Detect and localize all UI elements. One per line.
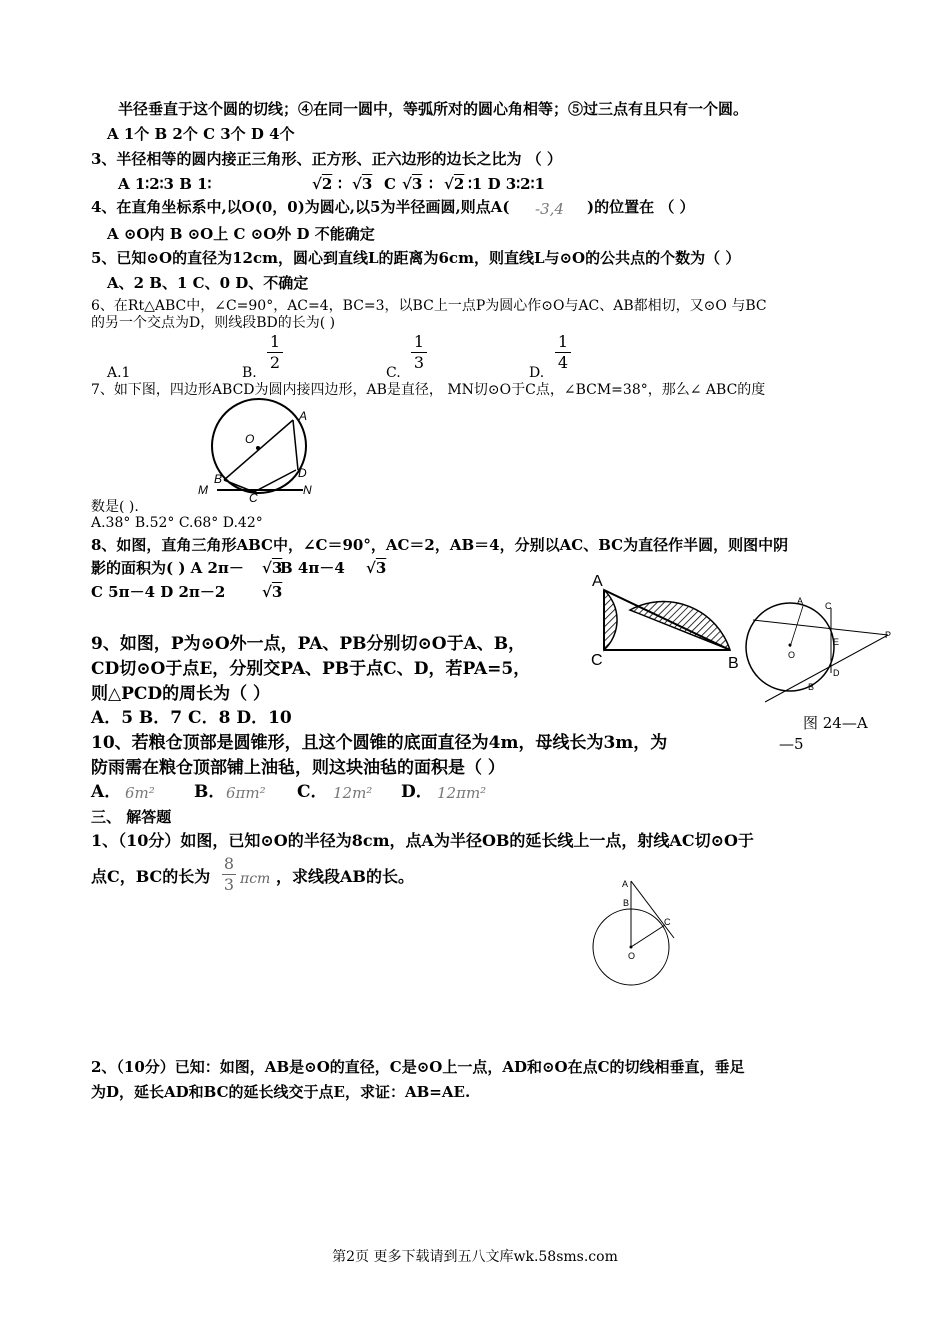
- q10-option-d-label: D．: [401, 782, 433, 802]
- line-1: 半径垂直于这个圆的切线；④在同一圆中，等弧所对的圆心角相等；⑤过三点有且只有一个圆。: [118, 100, 749, 118]
- fp1-center: [630, 946, 633, 949]
- q6-option-c: C.: [386, 365, 401, 381]
- q10-option-b-value: 6πm²: [226, 784, 266, 802]
- fig7-label-A: A: [299, 409, 308, 423]
- q6-fraction-quarter: 1 4: [555, 333, 571, 372]
- fig7-label-N: N: [303, 483, 312, 497]
- q8-sqrt3-b: √3: [366, 559, 387, 577]
- fig9-tangent-PA-ext: [753, 620, 888, 635]
- question-8-line2b: B 4π－4: [280, 559, 345, 577]
- fig9-label-O: O: [788, 650, 796, 660]
- fig9-tangent-PB-ext: [765, 635, 888, 702]
- q10-option-c-value: 12m²: [333, 784, 373, 802]
- q6-option-a: A.1: [107, 365, 131, 381]
- fig9-label-C: C: [825, 601, 832, 611]
- figure-problem-1: [590, 875, 685, 975]
- fp1-label-C: C: [664, 917, 671, 927]
- question-10-line1: 10、若粮仓顶部是圆锥形，且这个圆锥的底面直径为4m，母线长为3m，为: [91, 733, 668, 753]
- fig8-semicircle-AC: [604, 590, 617, 650]
- q10-option-b-label: B．: [194, 782, 226, 802]
- q6-option-b: B.: [242, 365, 257, 381]
- q6-option-d: D.: [529, 365, 545, 381]
- q8-sqrt3-a: √3: [262, 559, 283, 577]
- line-2-options: A 1个 B 2个 C 3个 D 4个: [107, 125, 295, 143]
- problem-1-line2b: ，求线段AB的长。: [276, 867, 414, 886]
- q10-option-a-value: 6m²: [125, 784, 155, 802]
- problem-2-line1: 2、（10分）已知：如图，AB是⊙O的直径，C是⊙O上一点，AD和⊙O在点C的切线相垂直，垂足: [91, 1058, 745, 1076]
- question-6-line1: 6、在Rt△ABC中，∠C=90°，AC=4，BC=3，以BC上一点P为圆心作⊙O与AC、AB都相切，又⊙O 与BC: [91, 298, 767, 314]
- q10-option-c-label: C．: [297, 782, 328, 802]
- p1-fraction-8-3: 8 3: [223, 854, 235, 894]
- fig7-segment-AD: [293, 420, 298, 470]
- q4-options: A ⊙O内 B ⊙O上 C ⊙O外 D 不能确定: [107, 225, 375, 243]
- fig7-label-D: D: [298, 466, 307, 480]
- fp1-label-B: B: [623, 898, 630, 908]
- q3-sqrt3-b: √3: [402, 175, 423, 193]
- q7-options: A.38° B.52° C.68° D.42°: [91, 515, 263, 531]
- q9-options: A．5 B．7 C．8 D．10: [91, 708, 292, 728]
- q6-fraction-third: 1 3: [411, 333, 427, 372]
- figure-24-caption-2: —5: [779, 735, 804, 753]
- fig9-label-A: A: [797, 596, 804, 606]
- fp1-label-O: O: [628, 951, 636, 961]
- q3-sep-1: ∶: [338, 175, 342, 193]
- q3-sqrt2-a: √2: [312, 175, 333, 193]
- question-9-line1: 9、如图，P为⊙O外一点，PA、PB分别切⊙O于A、B，: [91, 634, 526, 654]
- fig8-label-A: A: [592, 573, 603, 590]
- question-8-line1: 8、如图，直角三角形ABC中，∠C＝90°，AC＝2，AB＝4，分别以AC、BC为直径作半圆，则图中阴: [91, 536, 789, 554]
- question-4-part2: )的位置在 （ ）: [587, 198, 695, 216]
- fig7-diameter-AB: [224, 420, 293, 480]
- fig9-label-D: D: [833, 668, 840, 678]
- q3-sqrt3-a: √3: [352, 175, 373, 193]
- page-footer: 第2页 更多下载请到五八文库wk.58sms.com: [332, 1249, 618, 1265]
- question-4-part1: 4、在直角坐标系中,以O(0，0)为圆心,以5为半径画圆,则点A(: [91, 198, 510, 216]
- fig8-label-C: C: [591, 652, 603, 669]
- q3-options-part1: A 1∶2∶3 B 1∶: [118, 175, 212, 193]
- fig8-label-B: B: [728, 655, 739, 672]
- q3-sqrt2-b: √2: [444, 175, 465, 193]
- q3-option-c-label: C: [384, 175, 396, 193]
- question-9-line3: 则△PCD的周长为（ ）: [91, 684, 271, 704]
- question-8-line2a: 影的面积为( ) A 2π－: [91, 559, 244, 577]
- figure-9-tangents: [745, 590, 895, 710]
- q8-sqrt3-c: √3: [262, 583, 283, 601]
- fig7-label-O: O: [245, 432, 255, 446]
- question-8-line3: C 5π－4 D 2π－2: [91, 583, 226, 601]
- question-3: 3、半径相等的圆内接正三角形、正方形、正六边形的边长之比为 （ ）: [91, 150, 562, 168]
- figure-24-caption: 图 24—A: [803, 714, 868, 732]
- fig7-label-M: M: [198, 483, 208, 497]
- q3-sep-2: ∶: [429, 175, 433, 193]
- problem-1-line2a: 点C，BC的长为: [91, 867, 211, 886]
- fig7-center: [256, 446, 260, 450]
- p1-pi-cm: πcm: [240, 871, 271, 887]
- fig9-label-P: P: [885, 630, 892, 640]
- question-6-line2: 的另一个交点为D，则线段BD的长为( ): [91, 315, 336, 331]
- fp1-radius-OC: [631, 925, 665, 947]
- fig9-label-B: B: [808, 682, 815, 692]
- q6-fraction-half: 1 2: [267, 333, 283, 372]
- fig7-label-C: C: [249, 491, 258, 505]
- fig9-center: [789, 644, 792, 647]
- figure-8-right-triangle-semicircles: [590, 570, 750, 675]
- section-3-heading: 三、 解答题: [91, 808, 172, 826]
- problem-1-line1: 1、（10分）如图，已知⊙O的半径为8cm，点A为半径OB的延长线上一点，射线AC切⊙O于: [91, 831, 754, 850]
- fp1-label-A: A: [622, 879, 629, 889]
- fig9-label-E: E: [833, 637, 840, 647]
- question-5: 5、已知⊙O的直径为12cm，圆心到直线L的距离为6cm，则直线L与⊙O的公共点的个数为（ ）: [91, 249, 741, 267]
- fig7-label-B: B: [214, 472, 223, 486]
- q5-options: A、2 B、1 C、0 D、不确定: [107, 274, 309, 292]
- question-10-line2: 防雨需在粮仓顶部铺上油毡，则这块油毡的面积是（ ）: [91, 758, 505, 778]
- figure-7-inscribed-quadrilateral: [195, 398, 320, 503]
- q10-option-d-value: 12πm²: [437, 784, 487, 802]
- problem-2-line2: 为D，延长AD和BC的延长线交于点E，求证：AB=AE.: [91, 1083, 471, 1101]
- q10-option-a-label: A．: [91, 782, 122, 802]
- fig9-radius-OA: [790, 606, 803, 647]
- q4-coordinate: -3,4: [535, 200, 564, 218]
- question-9-line2: CD切⊙O于点E，分别交PA、PB于点C、D，若PA=5，: [91, 659, 531, 679]
- question-7: 7、如下图，四边形ABCD为圆内接四边形，AB是直径， MN切⊙O于C点，∠BCM=38°，那么∠ ABC的度: [91, 382, 766, 398]
- question-7-line2: 数是( ).: [91, 499, 139, 515]
- q3-options-part2: ∶1 D 3∶2∶1: [468, 175, 545, 193]
